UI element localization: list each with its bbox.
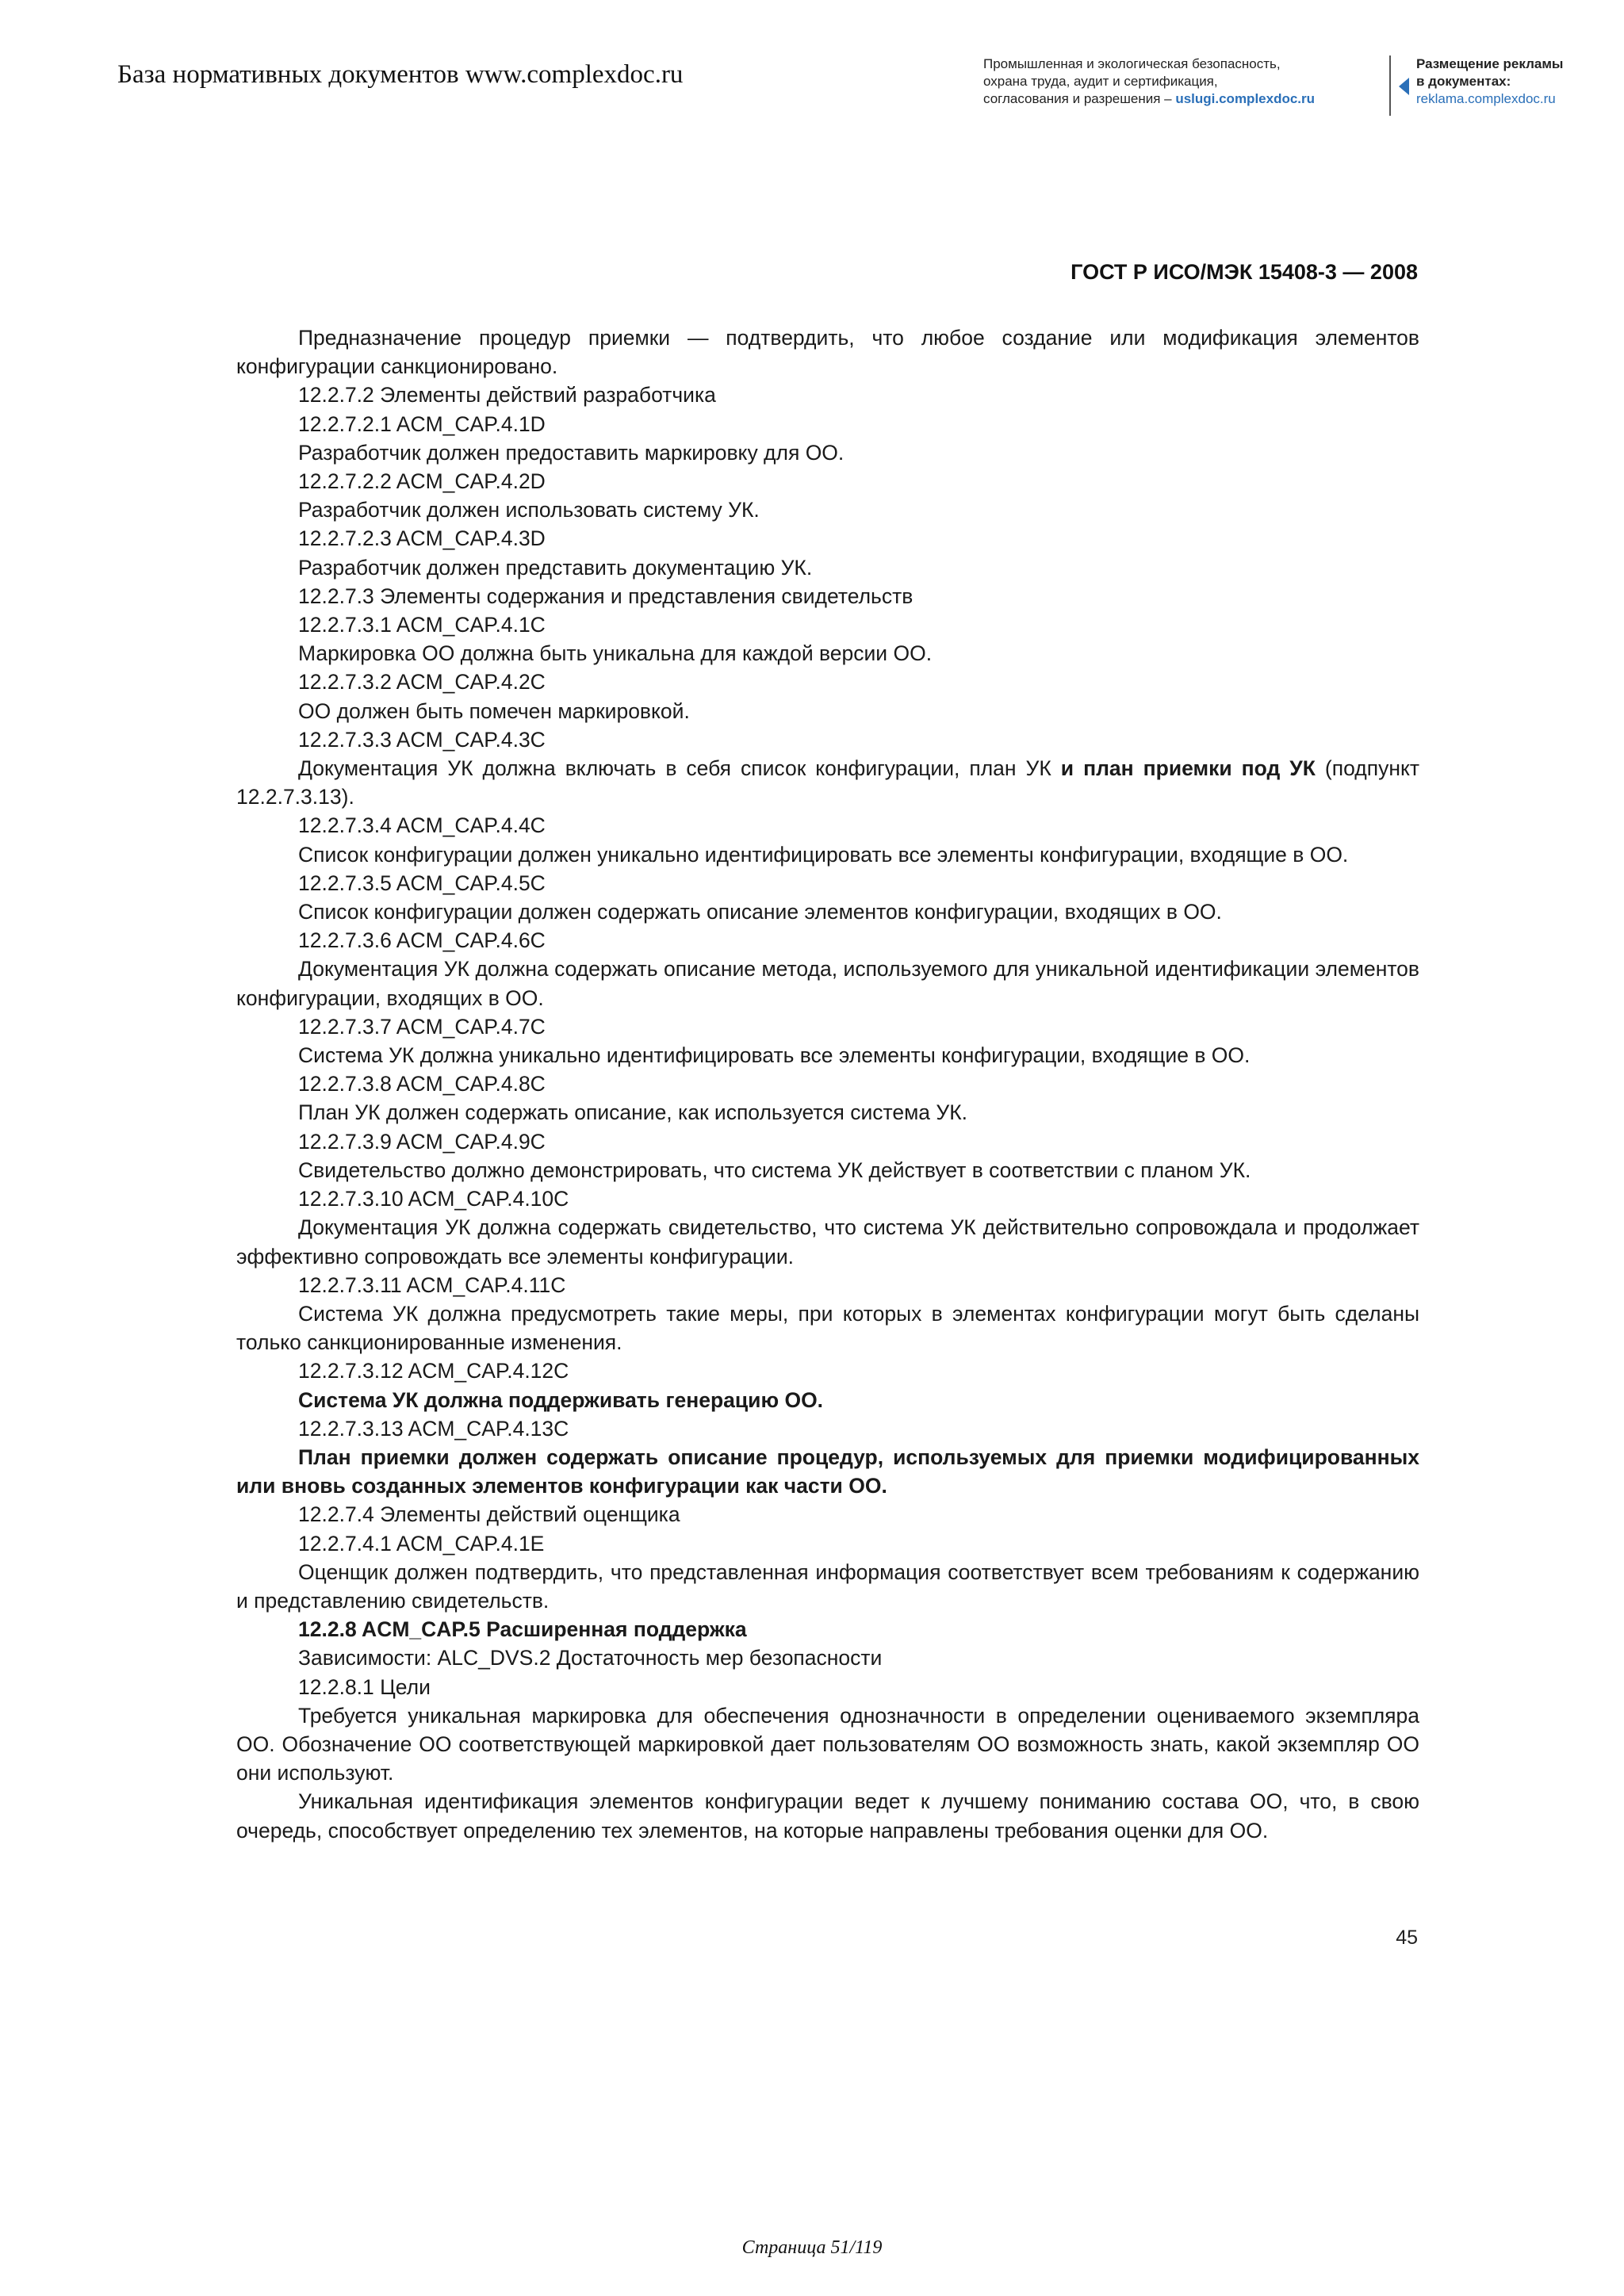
paragraph: План УК должен содержать описание, как используется система УК. (298, 1100, 968, 1125)
paragraph: Оценщик должен подтвердить, что представленная информация соответствует всем требованиям к содержанию и представлению свидетельств. (236, 1559, 1419, 1613)
paragraph: 12.2.7.3.8 ACM_CAP.4.8C (298, 1072, 546, 1096)
paragraph-bold: Система УК должна поддерживать генерацию ОО. (298, 1387, 824, 1412)
paragraph: 12.2.7.2.3 ACM_CAP.4.3D (298, 526, 546, 551)
promo-services-line (983, 90, 1396, 108)
paragraph: 12.2.7.3.1 ACM_CAP.4.1C (298, 613, 546, 637)
paragraph: 12.2.7.2 Элементы действий разработчика (298, 383, 716, 408)
paragraph: 12.2.7.4 Элементы действий оценщика (298, 1502, 680, 1527)
promo-advertising-line: в документах: (1416, 74, 1511, 89)
services-link[interactable]: uslugi.complexdoc.ru (1175, 91, 1316, 106)
paragraph: Свидетельство должно демонстрировать, что система УК действует в соответствии с планом УК. (298, 1158, 1251, 1182)
paragraph: 12.2.7.4.1 ACM_CAP.4.1E (298, 1531, 545, 1556)
paragraph: Документация УК должна содержать описание метода, используемого для уникальной идентификации элементов конфигурации, входящих в ОО. (236, 957, 1419, 1010)
paragraph: 12.2.7.3.4 ACM_CAP.4.4C (298, 813, 546, 838)
advertising-link[interactable]: reklama.complexdoc.ru (1416, 91, 1556, 106)
paragraph: 12.2.7.2.1 ACM_CAP.4.1D (298, 411, 546, 436)
paragraph: 12.2.7.3.9 ACM_CAP.4.9C (298, 1129, 546, 1154)
paragraph: Система УК должна уникально идентифицировать все элементы конфигурации, входящие в ОО. (298, 1043, 1251, 1068)
paragraph: Список конфигурации должен уникально идентифицировать все элементы конфигурации, входящие в ОО. (298, 842, 1349, 867)
paragraph: 12.2.7.3.2 ACM_CAP.4.2C (298, 670, 546, 695)
page-number: 45 (1396, 1927, 1418, 1949)
promo-services (983, 55, 1396, 108)
paragraph: 12.2.7.3.12 ACM_CAP.4.12C (298, 1359, 569, 1383)
paragraph: 12.2.7.3.6 ACM_CAP.4.6C (298, 928, 546, 953)
paragraph-text: (подпункт 12.2.7.3.13). (236, 756, 1419, 809)
paragraph: Разработчик должен представить документацию УК. (298, 555, 813, 580)
promo-advertising-line: Размещение рекламы (1416, 56, 1564, 71)
paragraph: 12.2.7.3.11 ACM_CAP.4.11C (298, 1272, 566, 1297)
document-body (236, 323, 1419, 1845)
paragraph: 12.2.7.3.3 ACM_CAP.4.3C (298, 727, 546, 752)
page-counter: Страница 51/119 (741, 2237, 883, 2258)
paragraph: 12.2.8.1 Цели (298, 1674, 431, 1699)
promo-advertising (1416, 55, 1607, 108)
arrow-left-icon (1399, 78, 1409, 95)
paragraph: 12.2.7.3.10 ACM_CAP.4.10C (298, 1187, 569, 1211)
promo-services-text: согласования и разрешения – (983, 91, 1176, 106)
paragraph: Разработчик должен предоставить маркировку для ОО. (298, 440, 845, 465)
paragraph: Уникальная идентификация элементов конфигурации ведет к лучшему пониманию состава ОО, что, в свою очередь, способствует определению тех элементов, на которые направлены требования оценки для ОО. (236, 1789, 1419, 1843)
standard-title: ГОСТ Р ИСО/МЭК 15408-3 — 2008 (1071, 260, 1418, 284)
paragraph-config-plan (236, 754, 1419, 811)
paragraph: Требуется уникальная маркировка для обеспечения однозначности в определении оцениваемого экземпляра ОО. Обозначение ОО соответствующей маркировкой дает пользователям ОО возможность знать, какой экземпляр ОО они используют. (236, 1703, 1419, 1785)
paragraph: 12.2.7.3.13 ACM_CAP.4.13C (298, 1416, 569, 1441)
section-heading: 12.2.8 ACM_CAP.5 Расширенная поддержка (298, 1617, 747, 1642)
paragraph: Маркировка ОО должна быть уникальна для каждой версии ОО. (298, 641, 933, 666)
promo-services-line: Промышленная и экологическая безопасность, (983, 56, 1281, 71)
paragraph: Система УК должна предусмотреть такие меры, при которых в элементах конфигурации могут быть сделаны только санкционированные изменения. (236, 1301, 1419, 1355)
site-title[interactable]: База нормативных документов www.complexdoc.ru (117, 60, 684, 89)
paragraph: 12.2.7.2.2 ACM_CAP.4.2D (298, 469, 546, 494)
paragraph-bold-text: и план приемки под УК (1060, 756, 1316, 781)
paragraph: Список конфигурации должен содержать описание элементов конфигурации, входящих в ОО. (298, 900, 1222, 924)
paragraph: Разработчик должен использовать систему УК. (298, 498, 760, 522)
paragraph: Зависимости: ALC_DVS.2 Достаточность мер безопасности (298, 1646, 883, 1670)
paragraph-bold: План приемки должен содержать описание процедур, используемых для приемки модифицированных или вновь созданных элементов конфигурации как части ОО. (236, 1445, 1419, 1498)
promo-services-line: охрана труда, аудит и сертификация, (983, 74, 1218, 89)
paragraph: Документация УК должна содержать свидетельство, что система УК действительно сопровождала и продолжает эффективно сопровождать все элементы конфигурации. (236, 1215, 1419, 1269)
paragraph: ОО должен быть помечен маркировкой. (298, 698, 690, 723)
promo-divider (1389, 55, 1391, 116)
paragraph-text: Документация УК должна включать в себя список конфигурации, план УК (298, 756, 1061, 781)
paragraph: 12.2.7.3.7 ACM_CAP.4.7C (298, 1014, 546, 1039)
paragraph: 12.2.7.3.5 ACM_CAP.4.5C (298, 871, 546, 895)
paragraph: 12.2.7.3 Элементы содержания и представления свидетельств (298, 584, 914, 608)
paragraph: Предназначение процедур приемки — подтвердить, что любое создание или модификация элементов конфигурации санкционировано. (236, 326, 1419, 379)
